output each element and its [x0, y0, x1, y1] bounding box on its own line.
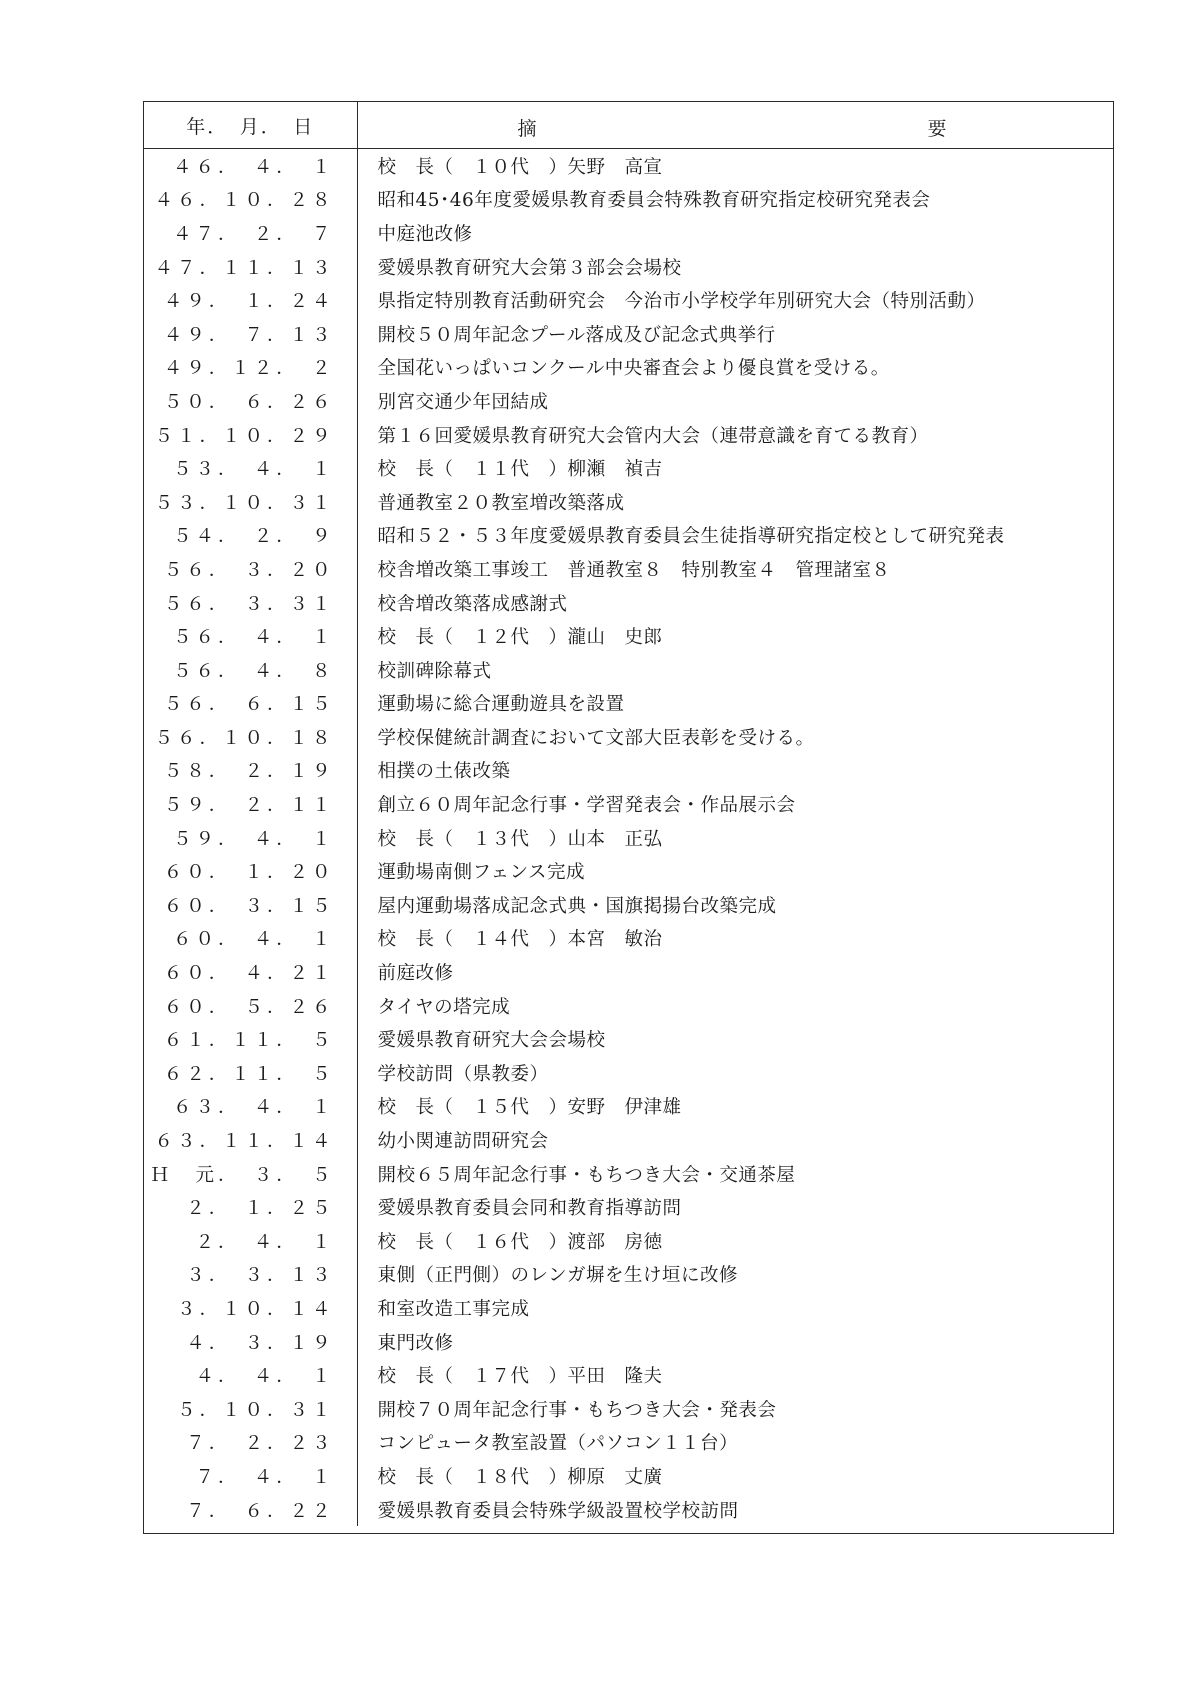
row-summary: 開校６５周年記念行事・もちつき大会・交通茶屋 [377, 1164, 796, 1186]
table-row [144, 1190, 1113, 1224]
row-date: ３．１０．１４ [144, 1291, 357, 1325]
row-date: ４６．１０．２８ [144, 183, 357, 217]
summary-header-char-2: 要 [927, 118, 949, 140]
row-date: ４． ３．１９ [144, 1325, 357, 1359]
row-date: ５９． ２．１１ [144, 787, 357, 821]
row-summary: 愛媛県教育研究大会第３部会会場校 [377, 257, 682, 279]
row-date: ５６．１０．１８ [144, 720, 357, 754]
row-summary: 昭和45･46年度愛媛県教育委員会特殊教育研究指定校研究発表会 [377, 190, 931, 212]
row-date: ７． ２．２３ [144, 1426, 357, 1460]
row-summary: 創立６０周年記念行事・学習発表会・作品展示会 [377, 795, 796, 817]
table-row [144, 1056, 1113, 1090]
row-summary: 校舎増改築工事竣工 普通教室８ 特別教室４ 管理諸室８ [377, 559, 891, 581]
summary-column-header [357, 102, 1113, 149]
table-row [144, 1392, 1113, 1426]
row-date: ６０． ３．１５ [144, 888, 357, 922]
row-summary: 校 長（ １５代 ）安野 伊津雄 [377, 1097, 682, 1119]
row-date: Ｈ 元． ３． ５ [144, 1157, 357, 1191]
row-summary: 全国花いっぱいコンクール中央審査会より優良賞を受ける。 [377, 358, 890, 380]
table-row [144, 888, 1113, 922]
table-row [144, 183, 1113, 217]
row-summary: 和室改造工事完成 [377, 1298, 530, 1320]
row-date: ４９． ７．１３ [144, 317, 357, 351]
table-row [144, 922, 1113, 956]
row-summary: 前庭改修 [377, 963, 454, 985]
row-date: ５８． ２．１９ [144, 754, 357, 788]
row-summary: 普通教室２０教室増改築落成 [377, 492, 625, 514]
row-date: ４９． １．２４ [144, 283, 357, 317]
table-row [144, 854, 1113, 888]
table-row [144, 955, 1113, 989]
table-row [144, 317, 1113, 351]
row-date: ４７．１１．１３ [144, 250, 357, 284]
table-row [144, 250, 1113, 284]
row-summary: 開校７０周年記念行事・もちつき大会・発表会 [377, 1399, 777, 1421]
table-row [144, 1291, 1113, 1325]
row-summary: 学校訪問（県教委） [377, 1063, 549, 1085]
history-table-frame [143, 101, 1114, 1534]
row-summary: 中庭池改修 [377, 223, 473, 245]
row-summary: 幼小関連訪問研究会 [377, 1131, 549, 1153]
table-row [144, 216, 1113, 250]
row-summary: 屋内運動場落成記念式典・国旗掲揚台改築完成 [377, 895, 777, 917]
row-summary: 校 長（ １４代 ）本宮 敏治 [377, 929, 663, 951]
row-summary: 愛媛県教育研究大会会場校 [377, 1030, 606, 1052]
row-date: ４． ４． １ [144, 1358, 357, 1392]
row-summary: 別宮交通少年団結成 [377, 391, 549, 413]
row-summary: 愛媛県教育委員会特殊学級設置校学校訪問 [377, 1500, 739, 1522]
row-summary: 運動場南側フェンス完成 [377, 862, 586, 884]
table-row [144, 754, 1113, 788]
table-row [144, 586, 1113, 620]
row-date: ５６． ４． ８ [144, 653, 357, 687]
row-date: ５３．１０．３１ [144, 485, 357, 519]
row-summary: 校 長（ １８代 ）柳原 丈廣 [377, 1466, 663, 1488]
row-summary: 東門改修 [377, 1332, 454, 1354]
row-summary: 校舎増改築落成感謝式 [377, 593, 568, 615]
date-column-header: 年． 月． 日 [144, 102, 357, 149]
table-row [144, 1258, 1113, 1292]
row-date: ３． ３．１３ [144, 1258, 357, 1292]
row-date: ６２．１１． ５ [144, 1056, 357, 1090]
row-summary: 校 長（ １７代 ）平田 隆夫 [377, 1366, 663, 1388]
row-date: ５．１０．３１ [144, 1392, 357, 1426]
table-row [144, 451, 1113, 485]
row-date: ５１．１０．２９ [144, 418, 357, 452]
table-row [144, 1358, 1113, 1392]
row-summary: 校 長（ １６代 ）渡部 房徳 [377, 1231, 663, 1253]
table-row [144, 1123, 1113, 1157]
row-summary: 昭和５２・５３年度愛媛県教育委員会生徒指導研究指定校として研究発表 [377, 526, 1005, 548]
row-date: ２． ４． １ [144, 1224, 357, 1258]
table-row [144, 787, 1113, 821]
table-row [144, 821, 1113, 855]
table-row [144, 1325, 1113, 1359]
row-date: ７． ６．２２ [144, 1493, 357, 1527]
row-date: ６０． ４．２１ [144, 955, 357, 989]
table-row [144, 1426, 1113, 1460]
table-row [144, 418, 1113, 452]
history-table [144, 102, 1113, 1526]
row-summary: 第１６回愛媛県教育研究大会管内大会（連帯意識を育てる教育） [377, 425, 929, 447]
row-date: ５４． ２． ９ [144, 519, 357, 553]
table-row [144, 653, 1113, 687]
row-date: ５６． ６．１５ [144, 687, 357, 721]
table-row [144, 1090, 1113, 1124]
row-date: ６０． ４． １ [144, 922, 357, 956]
table-row [144, 283, 1113, 317]
table-row [144, 687, 1113, 721]
table-row [144, 485, 1113, 519]
table-row [144, 989, 1113, 1023]
row-summary: 校 長（ １１代 ）柳瀬 禎吉 [377, 459, 663, 481]
row-date: ２． １．２５ [144, 1190, 357, 1224]
row-date: ６３． ４． １ [144, 1090, 357, 1124]
table-row [144, 1493, 1113, 1527]
row-date: ５３． ４． １ [144, 451, 357, 485]
row-date: ４７． ２． ７ [144, 216, 357, 250]
row-summary: 東側（正門側）のレンガ塀を生け垣に改修 [377, 1265, 739, 1287]
row-date: ７． ４． １ [144, 1459, 357, 1493]
row-summary: 運動場に総合運動遊具を設置 [377, 694, 625, 716]
row-date: ６０． ５．２６ [144, 989, 357, 1023]
summary-header-char-1: 摘 [517, 118, 539, 140]
row-date: ４９．１２． ２ [144, 351, 357, 385]
row-summary: タイヤの塔完成 [377, 996, 511, 1018]
row-summary: 県指定特別教育活動研究会 今治市小学校学年別研究大会（特別活動） [377, 291, 986, 313]
row-date: ５９． ４． １ [144, 821, 357, 855]
row-date: ６３．１１．１４ [144, 1123, 357, 1157]
row-date: ５６． ３．３１ [144, 586, 357, 620]
row-date: ５６． ３．２０ [144, 552, 357, 586]
table-row [144, 1224, 1113, 1258]
row-summary: 校訓碑除幕式 [377, 660, 492, 682]
table-row [144, 1022, 1113, 1056]
table-row [144, 149, 1113, 183]
table-row [144, 1157, 1113, 1191]
table-body [144, 149, 1113, 1527]
table-row [144, 351, 1113, 385]
row-summary: 校 長（ １３代 ）山本 正弘 [377, 828, 663, 850]
row-date: ５０． ６．２６ [144, 384, 357, 418]
table-row [144, 720, 1113, 754]
row-summary: 校 長（ １０代 ）矢野 高宣 [377, 156, 663, 178]
row-summary: 校 長（ １２代 ）瀧山 史郎 [377, 627, 663, 649]
table-header-row [144, 102, 1113, 149]
table-row [144, 552, 1113, 586]
row-summary: 相撲の土俵改築 [377, 761, 511, 783]
table-row [144, 1459, 1113, 1493]
row-date: ４６． ４． １ [144, 149, 357, 183]
row-summary: 学校保健統計調査において文部大臣表彰を受ける。 [377, 727, 815, 749]
row-summary: 愛媛県教育委員会同和教育指導訪問 [377, 1198, 682, 1220]
row-date: ６１．１１． ５ [144, 1022, 357, 1056]
row-summary: 開校５０周年記念プール落成及び記念式典挙行 [377, 324, 776, 346]
row-summary: コンピュータ教室設置（パソコン１１台） [377, 1433, 739, 1455]
table-row [144, 619, 1113, 653]
row-date: ６０． １．２０ [144, 854, 357, 888]
table-row [144, 384, 1113, 418]
table-row [144, 519, 1113, 553]
row-date: ５６． ４． １ [144, 619, 357, 653]
